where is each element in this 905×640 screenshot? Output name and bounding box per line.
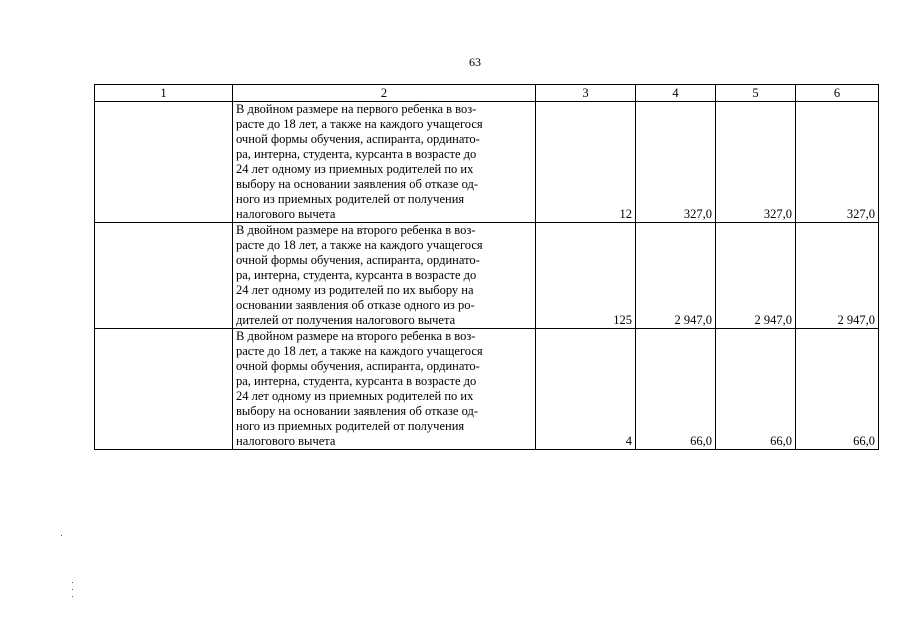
description-line: выбору на основании заявления об отказе од- xyxy=(236,404,479,418)
description-line: очной формы обучения, аспиранта, ординато- xyxy=(236,253,480,267)
cell-col-1 xyxy=(95,223,233,329)
header-col-4: 4 xyxy=(636,85,716,102)
cell-col5: 66,0 xyxy=(716,329,796,450)
page-number: 63 xyxy=(469,55,481,69)
scan-speck xyxy=(72,589,73,590)
header-col-3: 3 xyxy=(536,85,636,102)
description-line: расте до 18 лет, а также на каждого учащегося xyxy=(236,344,483,358)
description-line: В двойном размере на первого ребенка в воз- xyxy=(236,102,477,116)
description-line: дителей от получения налогового вычета xyxy=(236,313,456,327)
description-line: расте до 18 лет, а также на каждого учащегося xyxy=(236,238,483,252)
scan-speck xyxy=(72,596,73,597)
description-line: В двойном размере на второго ребенка в воз- xyxy=(236,329,476,343)
cell-col6: 66,0 xyxy=(796,329,879,450)
cell-description xyxy=(233,329,536,450)
table-body xyxy=(95,102,879,450)
description-line: 24 лет одному из приемных родителей по их xyxy=(236,389,474,403)
description-line: очной формы обучения, аспиранта, ординато- xyxy=(236,359,480,373)
cell-col5: 2 947,0 xyxy=(716,223,796,329)
description-line: В двойном размере на второго ребенка в воз- xyxy=(236,223,476,237)
description-line: 24 лет одному из приемных родителей по их xyxy=(236,162,474,176)
table-header-row xyxy=(95,85,879,102)
cell-col-1 xyxy=(95,102,233,223)
cell-col3: 4 xyxy=(536,329,636,450)
description-line: ра, интерна, студента, курсанта в возрасте до xyxy=(236,268,477,282)
cell-col4: 2 947,0 xyxy=(636,223,716,329)
cell-col3: 12 xyxy=(536,102,636,223)
table-row xyxy=(95,102,879,223)
description-line: налогового вычета xyxy=(236,207,336,221)
scan-speck xyxy=(72,582,73,583)
description-line: ра, интерна, студента, курсанта в возрасте до xyxy=(236,374,477,388)
table-row xyxy=(95,223,879,329)
description-line: выбору на основании заявления об отказе од- xyxy=(236,177,479,191)
table-row xyxy=(95,329,879,450)
description-line: ного из приемных родителей от получения xyxy=(236,419,465,433)
description-line: расте до 18 лет, а также на каждого учащегося xyxy=(236,117,483,131)
cell-description xyxy=(233,223,536,329)
scan-speck xyxy=(61,535,62,536)
header-col-1: 1 xyxy=(95,85,233,102)
description-line: ра, интерна, студента, курсанта в возрасте до xyxy=(236,147,477,161)
description-line: 24 лет одному из родителей по их выбору на xyxy=(236,283,474,297)
cell-col-1 xyxy=(95,329,233,450)
description-line: очной формы обучения, аспиранта, ординато- xyxy=(236,132,480,146)
description-line: основании заявления об отказе одного из ро- xyxy=(236,298,475,312)
header-col-2: 2 xyxy=(233,85,536,102)
cell-col5: 327,0 xyxy=(716,102,796,223)
cell-col4: 66,0 xyxy=(636,329,716,450)
description-line: налогового вычета xyxy=(236,434,336,448)
cell-description xyxy=(233,102,536,223)
data-table xyxy=(94,84,879,450)
cell-col4: 327,0 xyxy=(636,102,716,223)
cell-col6: 327,0 xyxy=(796,102,879,223)
header-col-5: 5 xyxy=(716,85,796,102)
cell-col6: 2 947,0 xyxy=(796,223,879,329)
description-line: ного из приемных родителей от получения xyxy=(236,192,465,206)
header-col-6: 6 xyxy=(796,85,879,102)
cell-col3: 125 xyxy=(536,223,636,329)
